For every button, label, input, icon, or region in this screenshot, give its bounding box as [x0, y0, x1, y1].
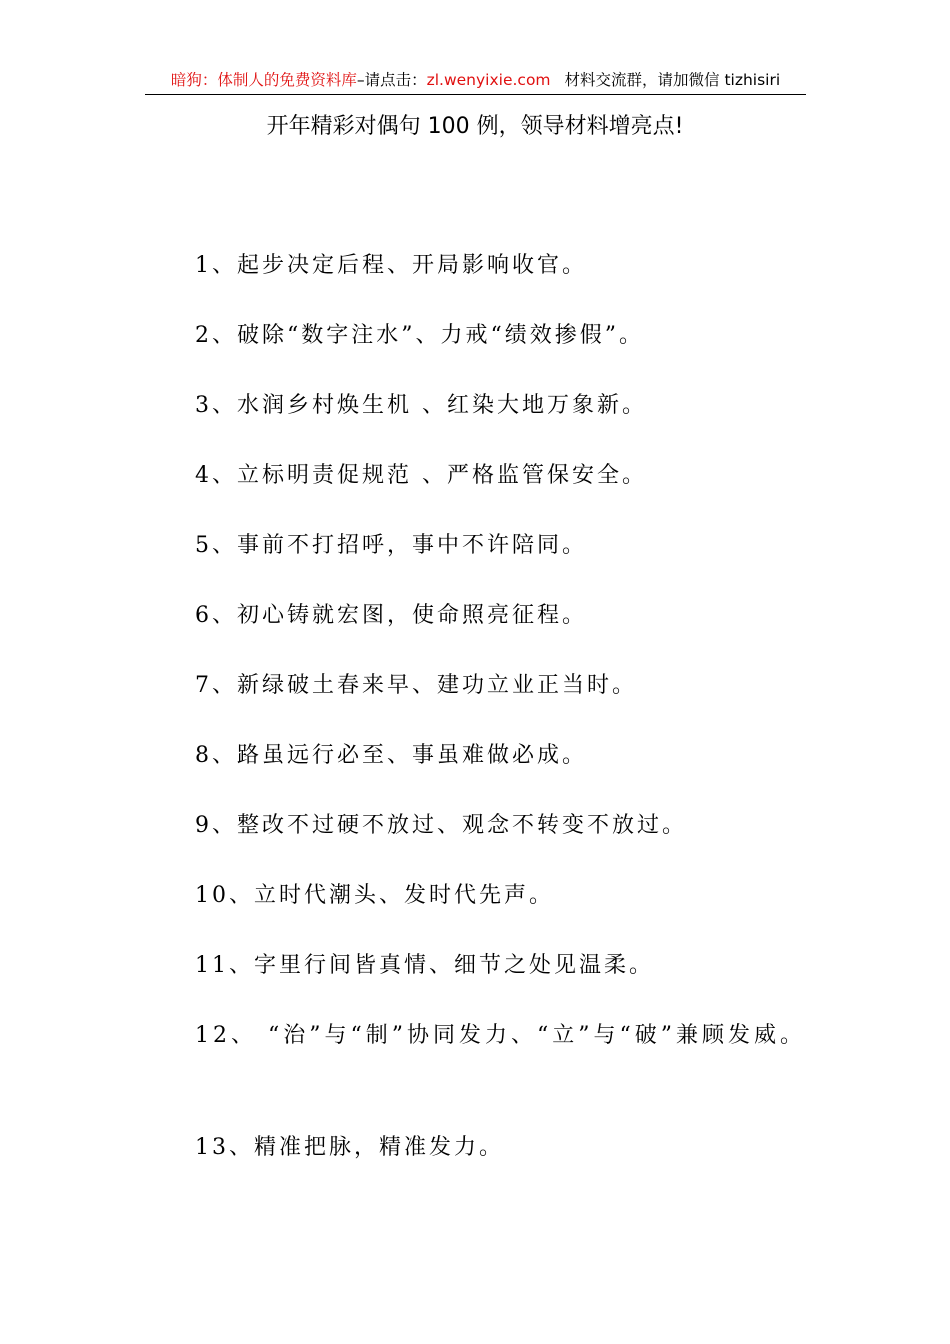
- couplet-list: [145, 248, 806, 1200]
- list-item: 2、破除“数字注水”、力戒“绩效掺假”。: [195, 323, 644, 348]
- page-header: [145, 68, 806, 95]
- list-item: 10、立时代潮头、发时代先声。: [195, 883, 554, 908]
- list-item: 13、精准把脉，精准发力。: [195, 1135, 504, 1160]
- list-item: 1、起步决定后程、开局影响收官。: [195, 253, 587, 278]
- header-link[interactable]: zl.wenyixie.com: [426, 71, 551, 89]
- list-item: 6、初心铸就宏图，使命照亮征程。: [195, 603, 587, 628]
- header-brand: 暗狗：体制人的免费资料库: [170, 71, 357, 89]
- header-click-prefix: –请点击：: [356, 71, 427, 89]
- list-item: 5、事前不打招呼，事中不许陪同。: [195, 533, 587, 558]
- list-item: 8、路虽远行必至、事虽难做必成。: [195, 743, 587, 768]
- document-title: 开年精彩对偶句 100 例，领导材料增亮点!: [266, 114, 684, 139]
- list-item: 11、字里行间皆真情、细节之处见温柔。: [195, 953, 654, 978]
- list-item: 3、水润乡村焕生机 、红染大地万象新。: [195, 393, 647, 418]
- list-item: 12、 “治”与“制”协同发力、“立”与“破”兼顾发威。: [195, 1023, 806, 1048]
- header-wechat: 材料交流群，请加微信 tizhisiri: [564, 71, 781, 89]
- list-item: 4、立标明责促规范 、严格监管保安全。: [195, 463, 647, 488]
- list-item: 9、整改不过硬不放过、观念不转变不放过。: [195, 813, 687, 838]
- list-item: 7、新绿破土春来早、建功立业正当时。: [195, 673, 637, 698]
